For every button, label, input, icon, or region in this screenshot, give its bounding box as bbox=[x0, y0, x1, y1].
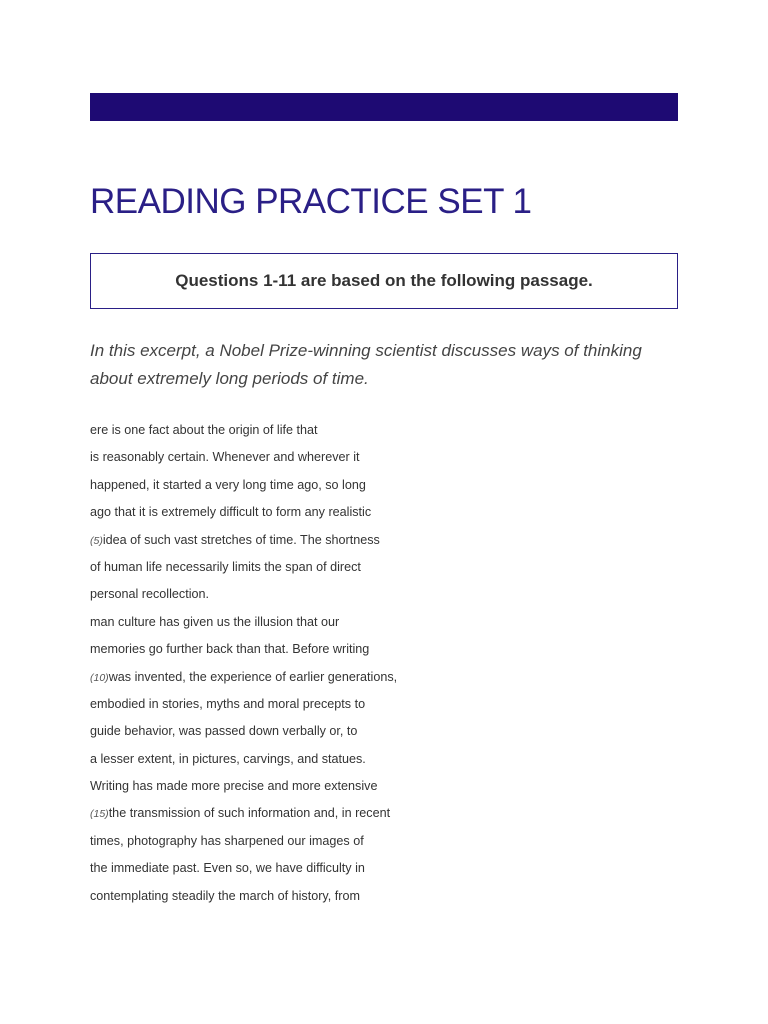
passage-line bbox=[90, 527, 420, 554]
passage-line bbox=[90, 664, 420, 691]
passage-line bbox=[90, 828, 420, 855]
passage-line bbox=[90, 609, 420, 636]
passage-line bbox=[90, 773, 420, 800]
passage-line-text: idea of such vast stretches of time. The shortness bbox=[102, 532, 380, 547]
passage-line bbox=[90, 718, 420, 745]
passage-line bbox=[90, 636, 420, 663]
passage-line-text: Writing has made more precise and more extensive bbox=[90, 779, 378, 794]
passage-line-text: ago that it is extremely difficult to form any realistic bbox=[90, 505, 372, 520]
passage-line bbox=[90, 499, 420, 526]
passage-line bbox=[90, 800, 420, 827]
line-number: (15) bbox=[90, 808, 109, 821]
header-bar bbox=[90, 93, 678, 121]
passage-line-text: is reasonably certain. Whenever and wherever it bbox=[90, 450, 360, 465]
passage-line bbox=[90, 691, 420, 718]
instruction-box bbox=[90, 253, 678, 309]
passage-line-text: ere is one fact about the origin of life that bbox=[90, 423, 318, 437]
instruction-text: Questions 1-11 are based on the following passage. bbox=[175, 271, 593, 290]
passage-line-text: a lesser extent, in pictures, carvings, and statues. bbox=[90, 751, 366, 766]
passage-line-text: man culture has given us the illusion that our bbox=[90, 614, 340, 629]
passage-intro: In this excerpt, a Nobel Prize-winning scientist discusses ways of thinking about extremely long periods of time. bbox=[90, 341, 642, 388]
passage-line-text: times, photography has sharpened our images of bbox=[90, 833, 364, 848]
line-number: (5) bbox=[90, 534, 103, 547]
passage-line-text: memories go further back than that. Before writing bbox=[90, 642, 370, 657]
passage-line-text: guide behavior, was passed down verbally or, to bbox=[90, 724, 358, 739]
passage-line bbox=[90, 444, 420, 471]
passage-line-text: contemplating steadily the march of history, from bbox=[90, 888, 360, 903]
line-number: (10) bbox=[90, 671, 109, 684]
passage-line-text: embodied in stories, myths and moral precepts to bbox=[90, 696, 366, 711]
passage-line bbox=[90, 883, 420, 910]
passage-line-text: personal recollection. bbox=[90, 587, 210, 602]
passage-line-text: was invented, the experience of earlier generations, bbox=[108, 669, 398, 684]
passage-line bbox=[90, 472, 420, 499]
passage-line bbox=[90, 855, 420, 882]
passage-line bbox=[90, 417, 420, 444]
passage-line-text: of human life necessarily limits the span of direct bbox=[90, 559, 361, 574]
passage-line-text: happened, it started a very long time ago, so long bbox=[90, 477, 366, 492]
passage-line bbox=[90, 581, 420, 608]
passage-line-text: the transmission of such information and, in recent bbox=[108, 806, 391, 821]
passage bbox=[90, 417, 420, 910]
passage-line bbox=[90, 746, 420, 773]
passage-line bbox=[90, 554, 420, 581]
passage-line-text: the immediate past. Even so, we have difficulty in bbox=[90, 861, 365, 876]
page-title: READING PRACTICE SET 1 bbox=[90, 182, 532, 221]
